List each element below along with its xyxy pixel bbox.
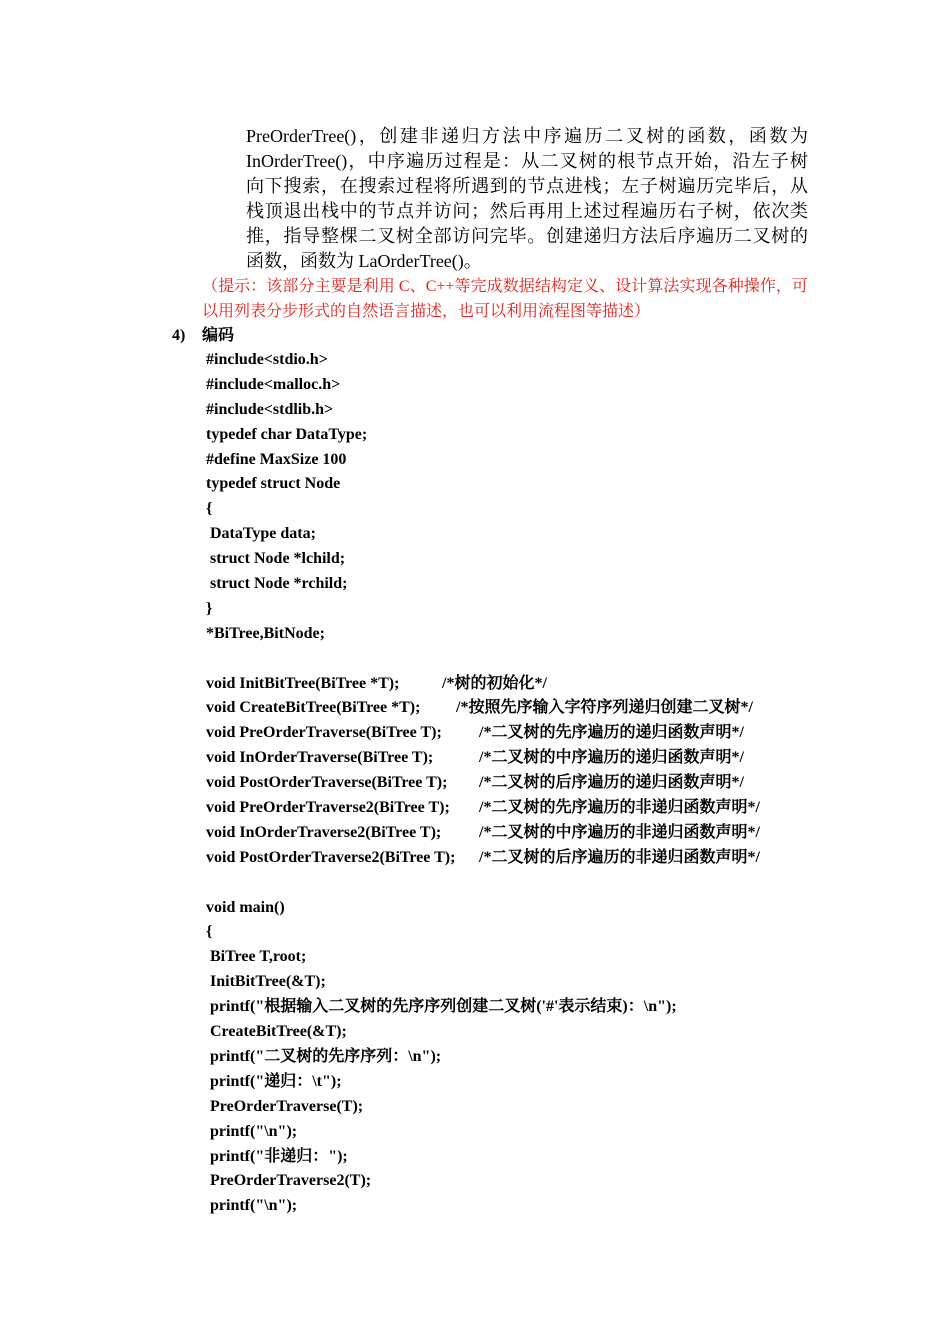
paragraph-line: 推，指导整棵二叉树全部访问完毕。创建递归方法后序遍历二叉树的 [246, 226, 808, 246]
section-heading [172, 323, 234, 348]
blank-line [206, 871, 846, 896]
declaration-comment: /*二叉树的后序遍历的非递归函数声明*/ [479, 848, 760, 866]
code-line: { [206, 500, 213, 518]
declaration-signature: void CreateBitTree(BiTree *T); [206, 699, 421, 717]
declaration-signature: void PostOrderTraverse2(BiTree T); [206, 848, 456, 866]
declaration-line [206, 746, 846, 771]
paragraph-line: PreOrderTree()，创建非递归方法中序遍历二叉树的函数，函数为 [246, 126, 808, 146]
paragraph-line: 向下搜索，在搜索过程将所遇到的节点进栈；左子树遍历完毕后，从 [246, 176, 808, 196]
code-line: printf("\n"); [206, 1197, 298, 1215]
declaration-comment: /*二叉树的后序遍历的递归函数声明*/ [479, 774, 744, 792]
section-number: 4) [172, 327, 186, 344]
code-line: typedef char DataType; [206, 425, 368, 443]
declaration-signature: void InOrderTraverse(BiTree T); [206, 749, 434, 767]
declaration-comment: /*二叉树的中序遍历的递归函数声明*/ [479, 749, 744, 767]
code-line: { [206, 923, 213, 941]
code-line: printf("非递归："); [206, 1147, 348, 1165]
code-line: printf("二叉树的先序序列：\n"); [206, 1047, 442, 1065]
paragraph-line: 栈顶退出栈中的节点并访问；然后再用上述过程遍历右子树，依次类 [246, 201, 808, 221]
code-line: #include<malloc.h> [206, 375, 341, 393]
declaration-signature: void PostOrderTraverse(BiTree T); [206, 774, 448, 792]
blank-line [206, 647, 846, 672]
code-line: struct Node *rchild; [206, 575, 348, 593]
paragraph-line: 函数，函数为 LaOrderTree()。 [246, 251, 482, 271]
code-line: struct Node *lchild; [206, 550, 346, 568]
declaration-signature: void InitBitTree(BiTree *T); [206, 674, 400, 692]
code-line: #define MaxSize 100 [206, 450, 347, 468]
code-line: #include<stdio.h> [206, 351, 328, 368]
code-line: BiTree T,root; [206, 948, 307, 966]
code-block [206, 348, 846, 1219]
code-line: printf("递归：\t"); [206, 1072, 342, 1090]
code-line: } [206, 599, 213, 617]
description-paragraph [246, 124, 808, 274]
declaration-comment: /*二叉树的中序遍历的非递归函数声明*/ [479, 823, 760, 841]
declaration-line [206, 846, 846, 871]
code-line: PreOrderTraverse2(T); [206, 1172, 372, 1190]
declaration-signature: void PreOrderTraverse2(BiTree T); [206, 799, 450, 817]
code-line: PreOrderTraverse(T); [206, 1097, 364, 1115]
declaration-comment: /*二叉树的先序遍历的非递归函数声明*/ [479, 799, 760, 817]
declaration-line [206, 672, 846, 697]
code-line: *BiTree,BitNode; [206, 624, 325, 642]
code-line: void main() [206, 898, 285, 916]
paragraph-line: InOrderTree()，中序遍历过程是：从二叉树的根节点开始，沿左子树 [246, 151, 808, 171]
declaration-line [206, 796, 846, 821]
code-line: CreateBitTree(&T); [206, 1023, 347, 1041]
declaration-comment: /*树的初始化*/ [442, 674, 547, 692]
declaration-line [206, 721, 846, 746]
code-line: #include<stdlib.h> [206, 400, 334, 418]
declaration-signature: void PreOrderTraverse(BiTree T); [206, 724, 442, 742]
declaration-comment: /*二叉树的先序遍历的递归函数声明*/ [479, 724, 744, 742]
hint-line: 以用列表分步形式的自然语言描述，也可以利用流程图等描述） [202, 303, 651, 320]
code-line: InitBitTree(&T); [206, 973, 326, 991]
hint-line: （提示：该部分主要是利用 C、C++等完成数据结构定义、设计算法实现各种操作，可 [202, 278, 808, 295]
hint-note [202, 274, 808, 324]
declaration-signature: void InOrderTraverse2(BiTree T); [206, 823, 442, 841]
code-line: typedef struct Node [206, 475, 341, 493]
code-line: DataType data; [206, 525, 316, 543]
code-line: printf("\n"); [206, 1122, 298, 1140]
declaration-line [206, 696, 846, 721]
declaration-line [206, 771, 846, 796]
declaration-comment: /*按照先序输入字符序列递归创建二叉树*/ [456, 699, 753, 717]
code-line: printf("根据输入二叉树的先序序列创建二叉树('#'表示结束)：\n"); [206, 998, 677, 1016]
section-title: 编码 [202, 327, 235, 344]
declaration-line [206, 821, 846, 846]
